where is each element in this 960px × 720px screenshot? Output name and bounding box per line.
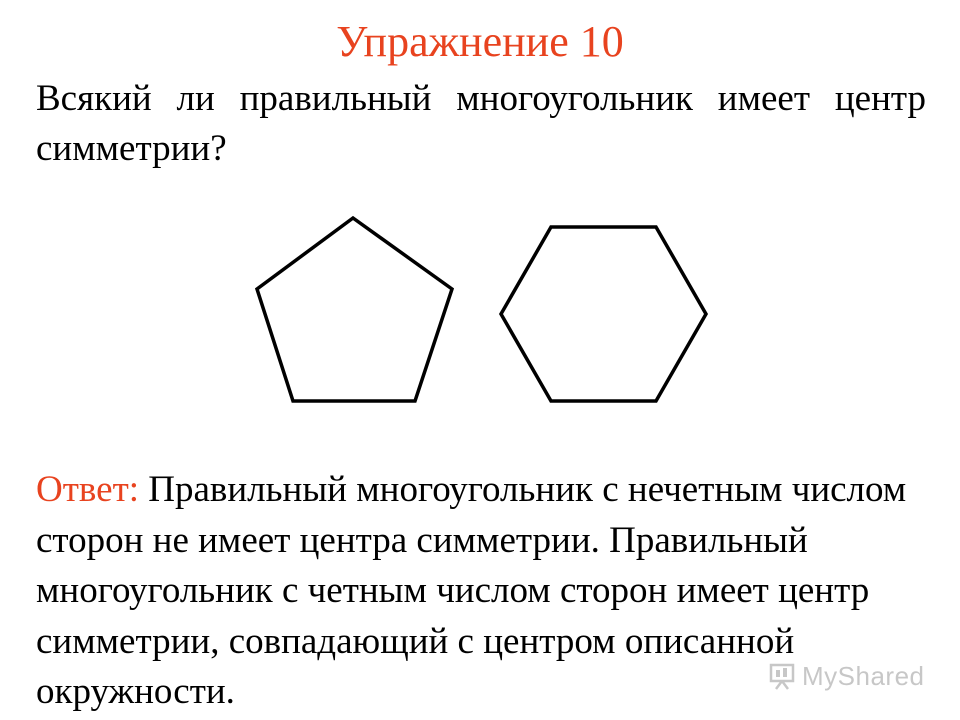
slide-title: Упражнение 10: [336, 17, 624, 66]
answer-text: Правильный многоугольник с нечетным числом сторон не имеет центра симметрии. Правильный многоугольник с четным числом сторон имеет центр симметрии, совпадающий с центром описанной окружности.: [36, 469, 907, 712]
watermark-text: MyShared: [802, 660, 925, 691]
answer-label: Ответ:: [36, 469, 140, 510]
presentation-board-icon: [768, 661, 798, 691]
watermark: [768, 656, 925, 696]
hexagon-figure: [501, 227, 706, 401]
pentagon-figure: [257, 218, 452, 401]
question-text: Всякий ли правильный многоугольник имеет центр симметрии?: [36, 78, 926, 169]
